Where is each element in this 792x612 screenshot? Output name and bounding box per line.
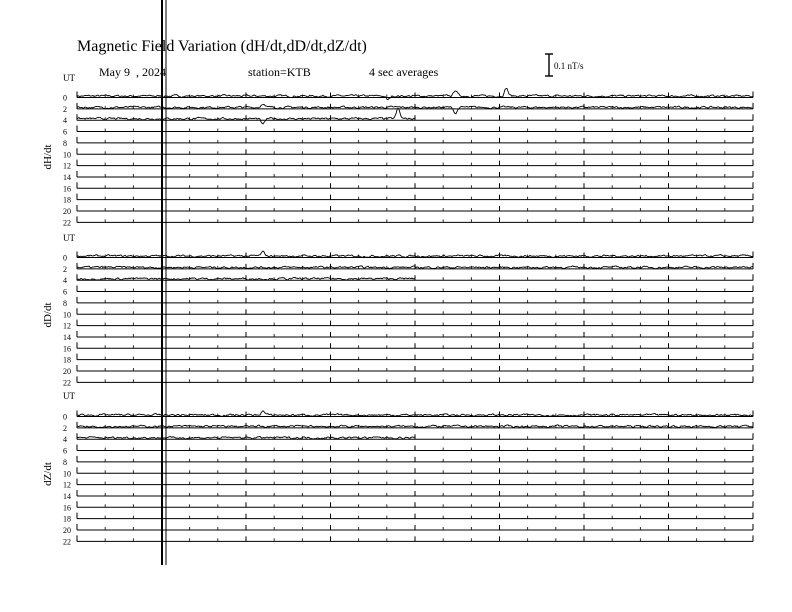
row-label: 10: [63, 150, 71, 160]
scale-bar-label: 0.1 nT/s: [554, 61, 584, 71]
ut-label: UT: [63, 391, 75, 401]
row-label: 18: [63, 195, 71, 205]
scale-bar: [545, 54, 553, 76]
date-day: 9: [124, 65, 130, 79]
row-label: 14: [63, 491, 71, 501]
averaging-label: 4 sec averages: [369, 65, 439, 79]
panel-dh-dt: [42, 73, 753, 227]
chart-title: Magnetic Field Variation (dH/dt,dD/dt,dZ/dt): [77, 38, 367, 55]
row-label: 8: [63, 298, 67, 308]
date-month: May: [99, 65, 121, 79]
row-label: 8: [63, 457, 67, 467]
row-label: 16: [63, 344, 71, 354]
row-label: 2: [63, 104, 67, 114]
row-label: 4: [63, 116, 67, 126]
row-label: 22: [63, 218, 71, 228]
row-label: 16: [63, 503, 71, 513]
row-label: 4: [63, 276, 67, 286]
row-label: 20: [63, 207, 71, 216]
row-label: 14: [63, 172, 71, 182]
row-label: 2: [63, 264, 67, 274]
ut-label: UT: [63, 73, 75, 83]
row-label: 12: [63, 321, 71, 331]
panel-label: dH/dt: [42, 144, 54, 170]
row-label: 22: [63, 378, 71, 388]
panel-dz-dt: [42, 391, 753, 546]
row-label: 16: [63, 184, 71, 194]
date-year: 2024: [142, 65, 166, 79]
row-label: 18: [63, 514, 71, 524]
row-label: 4: [63, 435, 67, 445]
row-label: 10: [63, 469, 71, 479]
row-label: 6: [63, 287, 67, 297]
panel-dd-dt: [42, 233, 753, 387]
row-label: 12: [63, 480, 71, 490]
station-label: station=KTB: [248, 65, 311, 79]
row-label: 2: [63, 423, 67, 433]
row-label: 6: [63, 446, 67, 456]
panel-label: dZ/dt: [42, 462, 54, 486]
row-label: 0: [63, 93, 67, 103]
row-label: 20: [63, 526, 71, 535]
row-label: 6: [63, 127, 67, 137]
row-label: 0: [63, 253, 67, 263]
date-label: May 9 , 2024: [99, 65, 166, 79]
time-cursor: [162, 0, 166, 565]
row-label: 12: [63, 161, 71, 171]
row-label: 14: [63, 332, 71, 342]
row-label: 8: [63, 138, 67, 148]
row-label: 22: [63, 537, 71, 547]
row-label: 18: [63, 355, 71, 365]
ut-label: UT: [63, 233, 75, 243]
panel-label: dD/dt: [42, 302, 54, 328]
row-label: 0: [63, 412, 67, 422]
row-label: 20: [63, 367, 71, 376]
row-label: 10: [63, 310, 71, 320]
